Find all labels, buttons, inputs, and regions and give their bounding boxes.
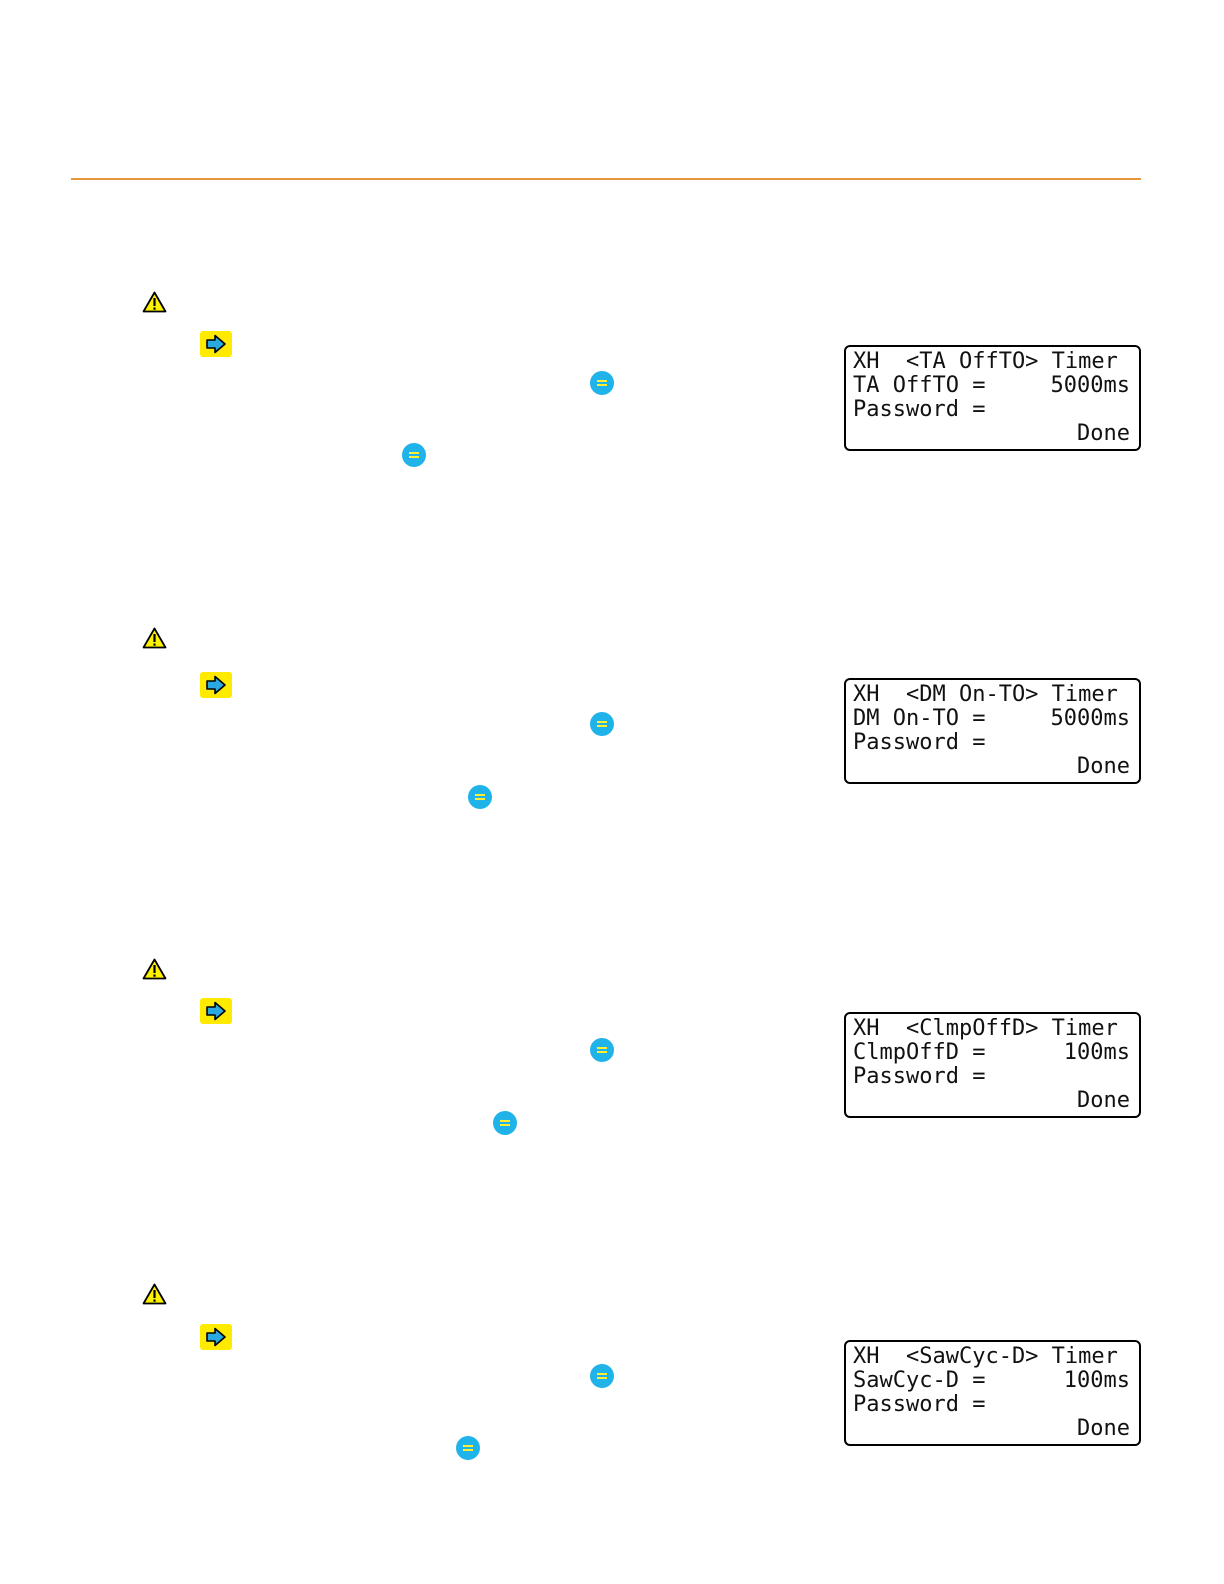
equals-button-icon <box>590 371 614 395</box>
lcd-password-label: Password = <box>853 730 986 755</box>
lcd-title: XH <DM On-TO> Timer <box>853 682 1118 707</box>
warning-icon <box>142 627 167 649</box>
lcd-done: Done <box>1077 1416 1130 1441</box>
equals-button-icon <box>590 1364 614 1388</box>
header-rule <box>71 178 1141 180</box>
lcd-done: Done <box>1077 421 1130 446</box>
equals-button-icon <box>402 443 426 467</box>
arrow-right-icon <box>200 998 232 1024</box>
lcd-title: XH <TA OffTO> Timer <box>853 349 1118 374</box>
lcd-param-label: SawCyc-D = <box>853 1368 986 1393</box>
lcd-param-value: 5000ms <box>1050 706 1130 731</box>
warning-icon <box>142 958 167 980</box>
lcd-password-label: Password = <box>853 397 986 422</box>
lcd-screen <box>844 678 1141 784</box>
lcd-done: Done <box>1077 1088 1130 1113</box>
lcd-screen <box>844 1340 1141 1446</box>
arrow-right-icon <box>200 1324 232 1350</box>
warning-icon <box>142 291 167 313</box>
warning-icon <box>142 1283 167 1305</box>
lcd-title: XH <SawCyc-D> Timer <box>853 1344 1118 1369</box>
lcd-password-label: Password = <box>853 1392 986 1417</box>
lcd-param-label: ClmpOffD = <box>853 1040 986 1065</box>
equals-button-icon <box>456 1436 480 1460</box>
lcd-param-value: 100ms <box>1063 1368 1130 1393</box>
lcd-param-label: DM On-TO = <box>853 706 986 731</box>
lcd-title: XH <ClmpOffD> Timer <box>853 1016 1118 1041</box>
equals-button-icon <box>590 1038 614 1062</box>
equals-button-icon <box>590 712 614 736</box>
lcd-param-value: 5000ms <box>1050 373 1130 398</box>
lcd-done: Done <box>1077 754 1130 779</box>
lcd-param-label: TA OffTO = <box>853 373 986 398</box>
lcd-password-label: Password = <box>853 1064 986 1089</box>
arrow-right-icon <box>200 331 232 357</box>
equals-button-icon <box>493 1111 517 1135</box>
arrow-right-icon <box>200 672 232 698</box>
lcd-screen <box>844 1012 1141 1118</box>
equals-button-icon <box>468 785 492 809</box>
lcd-param-value: 100ms <box>1063 1040 1130 1065</box>
lcd-screen <box>844 345 1141 451</box>
